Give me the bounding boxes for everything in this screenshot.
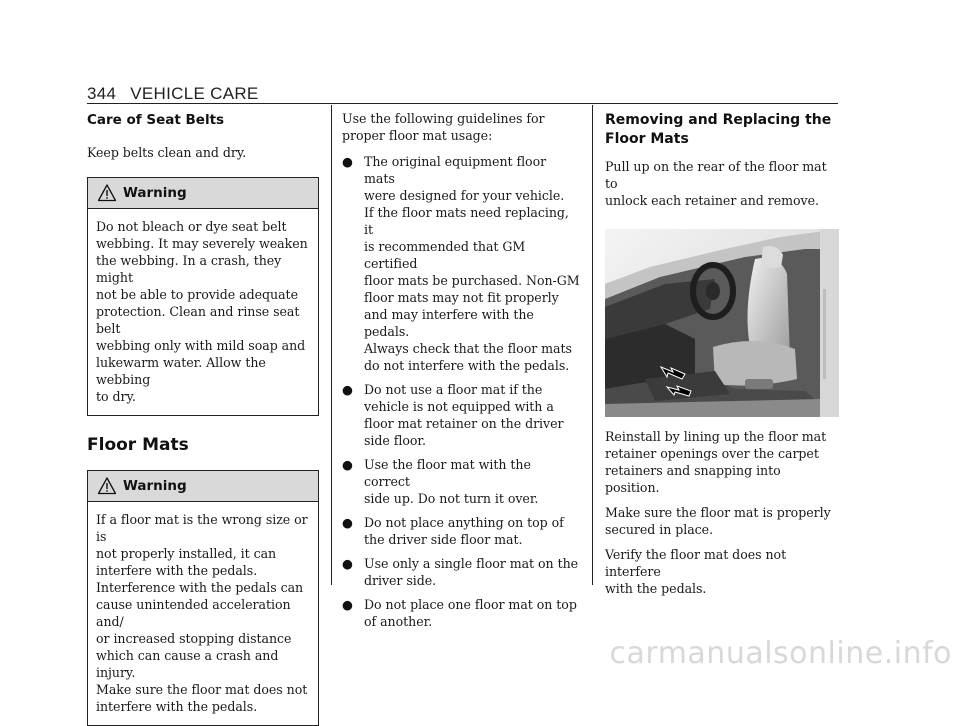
list-item-line: driver side. [364,573,437,588]
list-item [342,381,580,449]
list-item-line: side floor. [364,433,426,448]
warning-line: not properly installed, it can [96,546,277,561]
list-item-line: were designed for your vehicle. [364,188,565,203]
column-divider-2 [592,105,593,585]
floor-mat-warning-box [87,470,319,726]
list-item-line: floor mat retainer on the driver [364,416,564,431]
warning-line: protection. Clean and rinse seat belt [96,304,300,336]
list-item-line: vehicle is not equipped with a [364,399,554,414]
verify-mat-line: Verify the floor mat does not interfere [605,547,787,579]
watermark: carmanualsonline.info [609,636,952,671]
secure-mat-line: Make sure the floor mat is properly [605,505,831,520]
warning-line: Make sure the floor mat does not [96,682,308,697]
warning-line: If a floor mat is the wrong size or is [96,512,308,544]
warning-line: Do not bleach or dye seat belt [96,219,287,234]
list-item-line: do not interfere with the pedals. [364,358,570,373]
list-item [342,596,580,630]
warning-line: cause unintended acceleration and/ [96,597,291,629]
verify-mat-line: with the pedals. [605,581,707,596]
list-item [342,514,580,548]
bullet-icon: ● [342,556,353,571]
section-title: VEHICLE CARE [130,84,259,103]
list-item-line: Always check that the floor mats [364,341,572,356]
bullet-icon: ● [342,457,353,472]
bullet-icon: ● [342,597,353,612]
warning-header [88,471,318,502]
warning-line: the webbing. In a crash, they might [96,253,282,285]
warning-line: interfere with the pedals. [96,699,258,714]
guidelines-intro-line: proper floor mat usage: [342,128,493,143]
seat-belts-heading: Care of Seat Belts [87,112,225,128]
warning-line: which can cause a crash and injury. [96,648,279,680]
warning-line: Interference with the pedals can [96,580,304,595]
list-item [342,153,580,374]
removal-intro-line: Pull up on the rear of the floor mat to [605,159,827,191]
bullet-icon: ● [342,382,353,397]
warning-line: or increased stopping distance [96,631,292,646]
car-interior-illustration [605,229,839,417]
list-item-line: Use the floor mat with the correct [364,457,531,489]
column-1 [87,106,319,726]
list-item-line: Do not place anything on top of [364,515,564,530]
warning-label: Warning [123,185,187,201]
list-item-line: If the floor mats need replacing, it [364,205,569,237]
warning-line: webbing. It may severely weaken [96,236,308,251]
heading-line: Floor Mats [605,131,689,147]
heading-line: Removing and Replacing the [605,112,832,128]
removal-intro-line: unlock each retainer and remove. [605,193,819,208]
bullet-icon: ● [342,154,353,169]
reinstall-line: Reinstall by lining up the floor mat [605,429,827,444]
list-item-line: the driver side floor mat. [364,532,523,547]
guidelines-list [342,153,580,630]
warning-line: webbing only with mild soap and [96,338,306,353]
page-header [87,84,837,104]
seat-belts-intro: Keep belts clean and dry. [87,145,247,160]
seat-belt-warning-box [87,177,319,416]
list-item-line: floor mats be purchased. Non-GM [364,273,580,288]
list-item [342,555,580,589]
column-3 [605,106,839,597]
list-item [342,456,580,507]
warning-triangle-icon [97,183,117,203]
list-item-line: Use only a single floor mat on the [364,556,579,571]
reinstall-line: retainer openings over the carpet [605,446,819,461]
removing-replacing-heading [605,111,839,149]
floor-mats-heading: Floor Mats [87,435,189,455]
list-item-line: side up. Do not turn it over. [364,491,539,506]
warning-body [88,502,318,725]
column-divider-1 [331,105,332,585]
warning-header [88,178,318,209]
warning-triangle-icon [97,476,117,496]
bullet-icon: ● [342,515,353,530]
warning-line: lukewarm water. Allow the webbing [96,355,266,387]
warning-label: Warning [123,478,187,494]
reinstall-line: retainers and snapping into position. [605,463,781,495]
guidelines-intro-line: Use the following guidelines for [342,111,545,126]
warning-line: interfere with the pedals. [96,563,258,578]
page-number: 344 [87,84,117,103]
list-item-line: The original equipment floor mats [364,154,547,186]
warning-body [88,209,318,415]
list-item-line: floor mats may not fit properly [364,290,559,305]
list-item-line: and may interfere with the pedals. [364,307,534,339]
column-2 [342,106,580,637]
secure-mat-line: secured in place. [605,522,714,537]
header-rule [87,103,838,104]
list-item-line: Do not use a floor mat if the [364,382,543,397]
warning-line: not be able to provide adequate [96,287,298,302]
floor-mat-retainer-photo [605,229,839,417]
list-item-line: is recommended that GM certified [364,239,526,271]
warning-line: to dry. [96,389,136,404]
list-item-line: of another. [364,614,433,629]
list-item-line: Do not place one floor mat on top [364,597,577,612]
